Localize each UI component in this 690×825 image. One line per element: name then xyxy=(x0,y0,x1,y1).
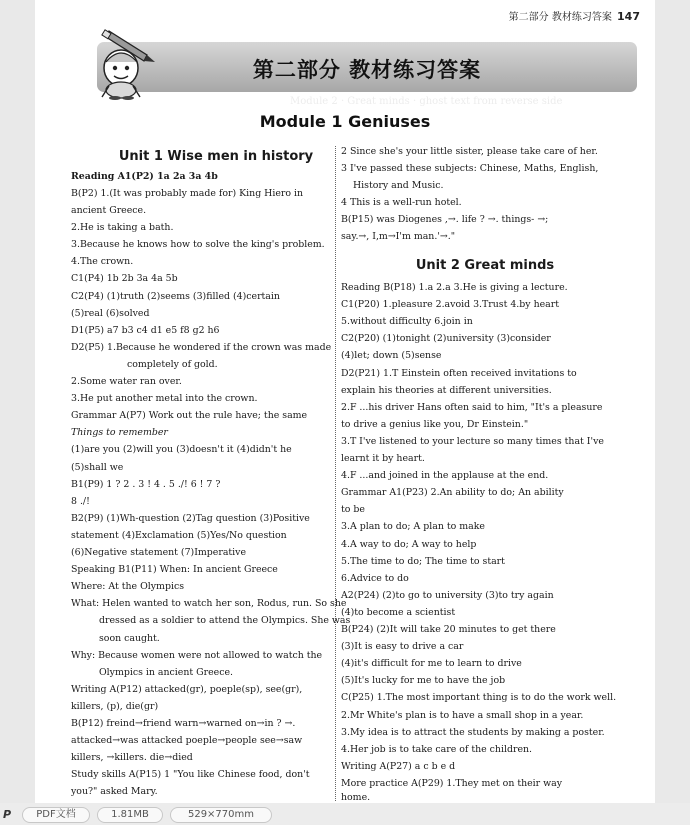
answer-line: you?" asked Mary. xyxy=(71,786,158,798)
answer-line: 4.The crown. xyxy=(71,256,134,268)
answer-line: Writing A(P27) a c b e d xyxy=(341,760,456,772)
answer-line: ancient Greece. xyxy=(71,205,147,216)
header-section: 第二部分 xyxy=(508,12,549,23)
answer-line: Reading B(P18) 1.a 2.a 3.He is giving a lecture. xyxy=(341,282,568,293)
unit-heading: Unit 2 Great minds xyxy=(415,258,555,273)
answer-line: Writing A(P12) attacked(gr), poeple(sp), see(gr), xyxy=(71,683,303,695)
doc-type-badge[interactable]: PDF文档 xyxy=(22,807,90,823)
answer-line: Olympics in ancient Greece. xyxy=(99,666,233,678)
answer-line: attacked→was attacked poeple→people see→saw xyxy=(71,735,303,747)
answer-line: to drive a genius like you, Dr Einstein." xyxy=(341,418,529,430)
answer-line: 4.Her job is to take care of the children. xyxy=(341,743,533,755)
module-title: Module 1 Geniuses xyxy=(259,112,431,131)
answer-line: (4)to become a scientist xyxy=(341,606,456,618)
running-header xyxy=(455,8,640,23)
answer-line: Study skills A(P15) 1 "You like Chinese food, don't xyxy=(71,769,310,781)
answer-line: B(P12) freind→friend warn→warned on→in ? →. xyxy=(71,718,296,729)
answer-line: 2 Since she's your little sister, please take care of her. xyxy=(341,146,598,157)
answer-line: 2.He is taking a bath. xyxy=(71,222,174,234)
answer-line: More practice A(P29) 1.They met on their way xyxy=(341,777,563,789)
answer-line: C1(P4) 1b 2b 3a 4a 5b xyxy=(71,273,178,285)
answer-line: home. xyxy=(341,792,371,803)
answer-line: B(P2) 1.(It was probably made for) King Hiero in xyxy=(71,187,304,199)
answer-line: soon caught. xyxy=(99,632,160,644)
answer-line: completely of gold. xyxy=(127,358,218,370)
answer-line: Grammar A(P7) Work out the rule have; the same xyxy=(71,410,308,422)
banner-title: 第二部分 教材练习答案 xyxy=(252,58,482,82)
answer-line: History and Music. xyxy=(353,180,444,191)
answer-line: 3 I've passed these subjects: Chinese, Maths, English, xyxy=(341,163,599,174)
answer-line: say.→, I,m→I'm man.'→." xyxy=(341,231,456,242)
answer-line: Grammar A1(P23) 2.An ability to do; An ability xyxy=(341,487,564,499)
answer-line: (4)let; down (5)sense xyxy=(341,350,442,362)
bleed-through-text: Module 2 · Great minds · ghost text from reverse side xyxy=(290,96,563,107)
answer-line: (4)it's difficult for me to learn to drive xyxy=(341,658,522,670)
answer-line: 8 ./! xyxy=(71,495,90,507)
answer-line: D2(P5) 1.Because he wondered if the crown was made xyxy=(71,341,332,353)
answer-line: C2(P4) (1)truth (2)seems (3)filled (4)certain xyxy=(71,290,280,302)
answer-line: dressed as a soldier to attend the Olympics. She was xyxy=(99,615,351,627)
answer-line: (5)shall we xyxy=(71,461,124,473)
answer-line: B(P24) (2)It will take 20 minutes to get there xyxy=(341,624,556,635)
answer-line: 5.The time to do; The time to start xyxy=(341,555,505,567)
answer-line: killers, (p), die(gr) xyxy=(71,700,159,712)
header-title: 教材练习答案 xyxy=(551,12,612,23)
answer-line: What: Helen wanted to watch her son, Rodus, run. So she xyxy=(71,598,347,610)
answer-line: D1(P5) a7 b3 c4 d1 e5 f8 g2 h6 xyxy=(71,324,220,336)
page-number: 147 xyxy=(617,10,640,23)
answer-line: A2(P24) (2)to go to university (3)to try again xyxy=(341,589,554,601)
answer-line: C1(P20) 1.pleasure 2.avoid 3.Trust 4.by heart xyxy=(341,299,559,311)
answer-line: C2(P20) (1)tonight (2)university (3)consider xyxy=(341,333,551,345)
status-bar xyxy=(0,803,690,825)
answer-line: 3.My idea is to attract the students by making a poster. xyxy=(341,726,605,738)
answer-line: learnt it by heart. xyxy=(341,453,425,464)
answer-line: Where: At the Olympics xyxy=(71,581,185,593)
answer-line: Reading A1(P2) 1a 2a 3a 4b xyxy=(71,170,218,182)
answer-line: Why: Because women were not allowed to watch the xyxy=(71,649,323,661)
answer-line: 4.A way to do; A way to help xyxy=(341,538,477,550)
unit-heading: Unit 1 Wise men in history xyxy=(118,149,314,164)
answer-line: 2.F ...his driver Hans often said to him, "It's a pleasure xyxy=(341,401,603,413)
file-size-badge[interactable]: 1.81MB xyxy=(97,807,163,823)
answer-line: to be xyxy=(341,504,365,516)
answer-line: 6.Advice to do xyxy=(341,572,409,584)
section-banner xyxy=(97,42,637,92)
pdf-logo-icon: P xyxy=(3,808,12,821)
answer-line: killers, →killers. die→died xyxy=(71,752,193,764)
answer-line: (6)Negative statement (7)Imperative xyxy=(71,547,247,558)
answer-line: 4.F ...and joined in the applause at the end. xyxy=(341,470,549,482)
pencil-mascot-icon xyxy=(87,28,157,100)
page-size-badge[interactable]: 529×770mm xyxy=(170,807,272,823)
answer-line: 3.Because he knows how to solve the king's problem. xyxy=(71,239,325,251)
answer-line: D2(P21) 1.T Einstein often received invitations to xyxy=(341,367,577,379)
answer-line: (5)real (6)solved xyxy=(71,307,150,319)
answer-line: explain his theories at different universities. xyxy=(341,384,552,396)
answer-line: (5)It's lucky for me to have the job xyxy=(341,675,506,687)
answer-line: 3.A plan to do; A plan to make xyxy=(341,521,485,533)
answer-line: 5.without difficulty 6.join in xyxy=(341,316,473,328)
answer-line: 3.He put another metal into the crown. xyxy=(71,393,258,405)
answer-line: B2(P9) (1)Wh-question (2)Tag question (3)Positive xyxy=(71,512,310,524)
answer-line: Speaking B1(P11) When: In ancient Greece xyxy=(71,564,278,576)
answer-line: B(P15) was Diogenes ,→. life ? →. things- →; xyxy=(341,214,549,225)
answer-line: 3.T I've listened to your lecture so many times that I've xyxy=(341,435,604,447)
answer-line: (3)It is easy to drive a car xyxy=(341,641,464,653)
answer-line: 2.Some water ran over. xyxy=(71,376,182,387)
answer-line: B1(P9) 1 ? 2 . 3 ! 4 . 5 ./! 6 ! 7 ? xyxy=(71,478,221,490)
answer-line: 4 This is a well-run hotel. xyxy=(341,197,462,208)
answer-line: Things to remember xyxy=(71,427,168,439)
answer-line: C(P25) 1.The most important thing is to do the work well. xyxy=(341,692,617,704)
answer-line: (1)are you (2)will you (3)doesn't it (4)didn't he xyxy=(71,444,292,456)
answer-line: statement (4)Exclamation (5)Yes/No question xyxy=(71,529,287,541)
answer-line: 2.Mr White's plan is to have a small shop in a year. xyxy=(341,709,584,721)
document-page xyxy=(35,0,655,803)
